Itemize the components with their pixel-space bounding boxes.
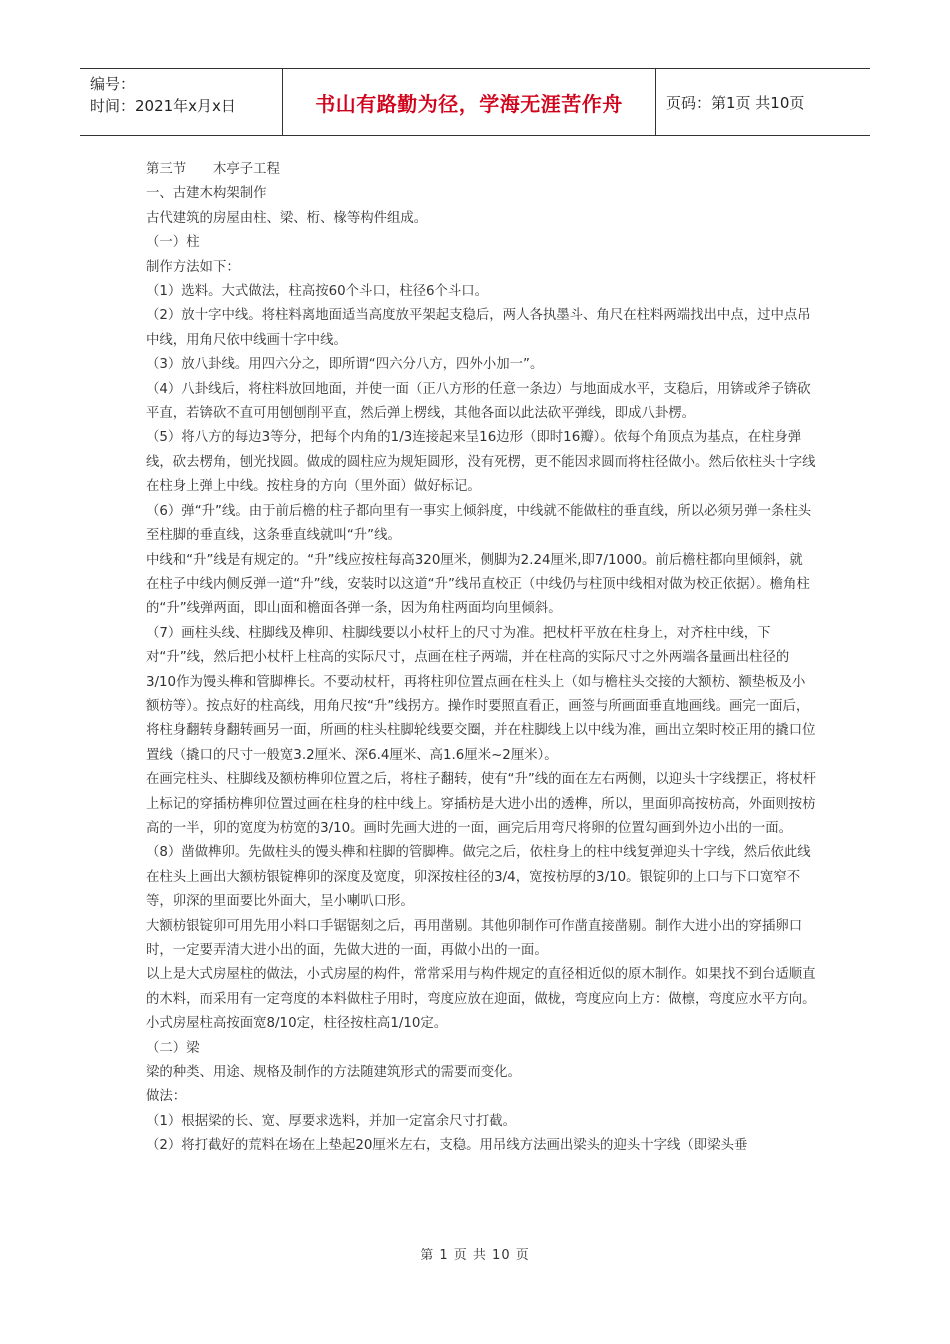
paragraph: （6）弹“升”线。由于前后檐的柱子都向里有一事实上倾斜度，中线就不能做柱的垂直线，所以必须另弹一条柱头至柱脚的垂直线，这条垂直线就叫“升”线。: [146, 503, 812, 544]
chapter-heading: 一、古建木构架制作: [146, 186, 267, 202]
document-date-label: 时间：2021年x月x日: [90, 97, 236, 115]
document-body: [146, 158, 816, 1159]
paragraph: 梁的种类、用途、规格及制作的方法随建筑形式的需要而变化。: [146, 1065, 521, 1081]
page-header: [80, 68, 870, 136]
paragraph: （8）凿做榫卯。先做柱头的馒头榫和柱脚的管脚榫。做完之后，依柱身上的柱中线复弹迎头十字线，然后依此线在柱头上画出大额枋银锭榫卯的深度及宽度，卯深按柱径的3/4，宽按枋厚的3/10。银锭卯的上口与下口宽窄不等，卯深的里面要比外面大，呈小喇叭口形。: [146, 845, 811, 910]
paragraph: （7）画柱头线、柱脚线及榫卯、柱脚线要以小杖杆上的尺寸为准。把杖杆平放在柱身上，对齐柱中线，下对“升”线，然后把小杖杆上柱高的实际尺寸，点画在柱子两端，并在柱高的实际尺寸之外两端各量画出柱径的3/10作为馒头榫和管脚榫长。不要动杖杆，再将柱卯位置点画在柱头上（如与檐柱头交接的大额枋、额垫板及小额枋等）。按点好的柱高线，用角尺按“升”线拐方。操作时要照直看正，画签与所画面垂直地画线。画完一面后，将柱身翻转身翻转画另一面，所画的柱头柱脚轮线要交圈，并在柱脚线上以中线为准，画出立架时校正用的撬口位置线（撬口的尺寸一般宽3.2厘米、深6.4厘米、高1.6厘米~2厘米）。: [146, 625, 816, 763]
page-footer: 第 1 页 共 10 页: [420, 1248, 530, 1263]
paragraph: 做法：: [146, 1089, 187, 1105]
document-number-label: 编号：: [90, 75, 136, 93]
paragraph: （1）根据梁的长、宽、厚要求选料，并加一定富余尺寸打截。: [146, 1113, 517, 1129]
header-meta: [80, 69, 282, 135]
paragraph: 在画完柱头、柱脚线及额枋榫卯位置之后，将柱子翻转，使有“升”线的面在左右两侧，以迎头十字线摆正，将杖杆上标记的穿插枋榫卯位置过画在柱身的柱中线上。穿插枋是大进小出的透榫，所以，里面卯高按枋高，外面则按枋高的一半，卯的宽度为枋宽的3/10。画时先画大进的一面，画完后用弯尺将卵的位置勾画到外边小出的一面。: [146, 772, 817, 836]
paragraph: （1）选料。大式做法，柱高按60个斗口，柱径6个斗口。: [146, 284, 489, 300]
paragraph: 古代建筑的房屋由柱、梁、桁、椽等构件组成。: [146, 210, 428, 226]
paragraph: （2）放十字中线。将柱料离地面适当高度放平架起支稳后，两人各执墨斗、角尺在柱料两端找出中点，过中点吊中线，用角尺依中线画十字中线。: [146, 308, 811, 348]
paragraph: 以上是大式房屋柱的做法，小式房屋的构件，常常采用与构件规定的直径相近似的原木制作。如果找不到台适顺直的木料，而采用有一定弯度的本料做柱子用时，弯度应放在迎面，做栊，弯度应向上方：做檩，弯度应水平方向。小式房屋柱高按面宽8/10定，柱径按柱高1/10定。: [146, 967, 816, 1032]
header-page-label: 页码：第1页 共10页: [666, 93, 805, 112]
paragraph: 大额枋银锭卯可用先用小料口手锯锯刻之后，再用凿剔。其他卯制作可作凿直接凿剔。制作大进小出的穿插卵口时，一定要弄清大进小出的面，先做大进的一面，再做小出的一面。: [146, 918, 803, 958]
paragraph: （4）八卦线后，将柱料放回地面，并使一面（正八方形的任意一条边）与地面成水平，支稳后，用锛或斧子锛砍平直，若锛砍不直可用刨刨削平直，然后弹上楞线，其他各面以此法砍平弹线，即成八卦楞。: [146, 381, 811, 422]
paragraph: 制作方法如下：: [146, 259, 240, 275]
header-motto: 书山有路勤为径，学海无涯苦作舟: [282, 69, 656, 135]
paragraph: 中线和“升”线是有规定的。“升”线应按柱每高320厘米，侧脚为2.24厘米,即7/1000。前后檐柱都向里倾斜，就在柱子中线内侧反弹一道“升”线，安装时以这道“升”线吊直校正（中线仍与柱顶中线相对做为校正依据）。檐角柱的“升”线弹两面，即山面和檐面各弹一条，因为角柱两面均向里倾斜。: [146, 552, 810, 617]
paragraph: （2）将打截好的荒料在场在上垫起20厘米左右，支稳。用吊线方法画出梁头的迎头十字线（即梁头垂: [146, 1138, 748, 1154]
paragraph: （5）将八方的每边3等分，把每个内角的1/3连接起来呈16边形（即时16瓣）。依每个角顶点为基点，在柱身弹线，砍去楞角，刨光找圆。做成的圆柱应为规矩圆形，没有死楞，更不能因求圆而将柱径做小。然后依柱头十字线在柱身上弹上中线。按柱身的方向（里外面）做好标记。: [146, 430, 816, 495]
subheading-column: （一）柱: [146, 235, 200, 251]
section-title: 第三节 木亭子工程: [146, 162, 280, 177]
paragraph: （3）放八卦线。用四六分之，即所谓“四六分八方，四外小加一”。: [146, 357, 544, 373]
subheading-beam: （二）梁: [146, 1040, 200, 1056]
